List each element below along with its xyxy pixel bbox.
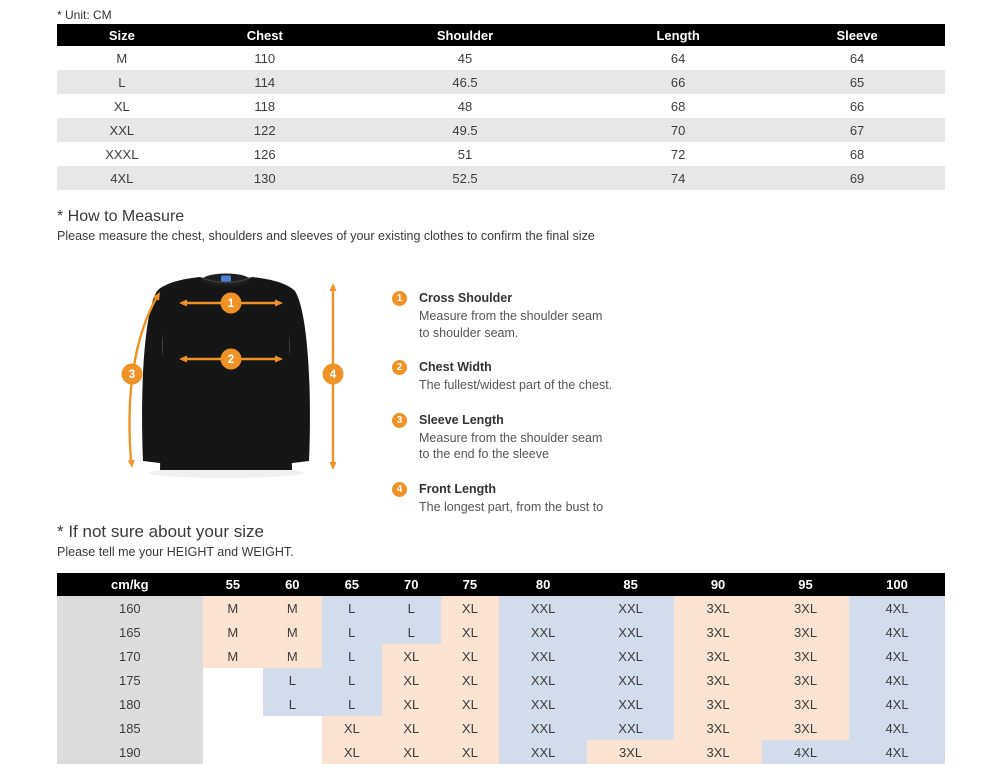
recommended-size-cell: XXL bbox=[499, 644, 587, 668]
measurement-cell: 66 bbox=[587, 70, 769, 94]
recommended-size-cell: XL bbox=[382, 692, 441, 716]
measurement-cell: 52.5 bbox=[343, 166, 587, 190]
size-label-cell: XL bbox=[113, 98, 130, 114]
recommended-size-cell: M bbox=[263, 596, 322, 620]
recommended-size-cell: 3XL bbox=[762, 620, 849, 644]
fit-table-corner-header: cm/kg bbox=[57, 573, 203, 596]
size-table-row bbox=[57, 166, 945, 190]
empty-cell bbox=[263, 716, 322, 740]
recommended-size-cell: XL bbox=[441, 668, 500, 692]
recommended-size-cell: XXL bbox=[587, 644, 674, 668]
legend-item-description: Measure from the shoulder seam bbox=[419, 309, 603, 323]
recommended-size-cell: XXL bbox=[499, 596, 587, 620]
fit-table-weight-header: 95 bbox=[762, 573, 849, 596]
fit-table-weight-header: 75 bbox=[441, 573, 500, 596]
recommended-size-cell: XL bbox=[322, 740, 382, 764]
recommended-size-cell: 4XL bbox=[849, 692, 945, 716]
empty-cell bbox=[203, 692, 263, 716]
size-table-col-header: Length bbox=[587, 24, 769, 46]
measurement-cell: 51 bbox=[457, 146, 473, 162]
recommended-size-cell: 4XL bbox=[849, 596, 945, 620]
fit-table-weight-header: 80 bbox=[499, 573, 587, 596]
fit-table-row bbox=[57, 716, 945, 740]
height-cell: 185 bbox=[57, 716, 203, 740]
recommended-size-cell: 3XL bbox=[674, 668, 762, 692]
recommended-size-cell: XXL bbox=[587, 716, 674, 740]
recommended-size-cell: 4XL bbox=[849, 716, 945, 740]
measure-section-subtitle: Please measure the chest, shoulders and sleeves of your existing clothes to confirm the final size bbox=[57, 229, 595, 243]
recommended-size-cell: L bbox=[382, 596, 441, 620]
recommended-size-cell: XL bbox=[441, 644, 500, 668]
fit-table-weight-header: 70 bbox=[382, 573, 441, 596]
recommended-size-cell: 3XL bbox=[762, 692, 849, 716]
measurement-cell: 65 bbox=[769, 70, 945, 94]
size-table-row bbox=[57, 94, 945, 118]
recommended-size-cell: XL bbox=[441, 596, 500, 620]
size-table bbox=[57, 24, 945, 190]
measurement-cell: 126 bbox=[253, 146, 276, 162]
legend-number-badge: 3 bbox=[392, 413, 407, 428]
recommended-size-cell: XXL bbox=[499, 620, 587, 644]
fit-section-title: * If not sure about your size bbox=[57, 522, 264, 541]
recommended-size-cell: 4XL bbox=[849, 644, 945, 668]
fit-section-subtitle: Please tell me your HEIGHT and WEIGHT. bbox=[57, 545, 294, 559]
recommended-size-cell: 4XL bbox=[762, 740, 849, 764]
size-table-col-header: Sleeve bbox=[769, 24, 945, 46]
height-cell: 175 bbox=[57, 668, 203, 692]
recommended-size-cell: XXL bbox=[587, 668, 674, 692]
fit-table-weight-header: 90 bbox=[674, 573, 762, 596]
unit-label: * Unit: CM bbox=[57, 8, 112, 22]
legend-number-badge: 4 bbox=[392, 482, 407, 497]
size-table-row bbox=[57, 142, 945, 166]
height-cell: 160 bbox=[57, 596, 203, 620]
size-table-col-header: Chest bbox=[187, 24, 343, 46]
legend-item-description: to shoulder seam. bbox=[419, 325, 519, 340]
recommended-size-cell: 3XL bbox=[762, 668, 849, 692]
fit-table-weight-header: 100 bbox=[849, 573, 945, 596]
marker-1 bbox=[221, 293, 242, 314]
fit-table-header bbox=[57, 573, 945, 596]
recommended-size-cell: XL bbox=[382, 668, 441, 692]
measurement-cell: 68 bbox=[849, 146, 865, 162]
size-label-cell: 4XL bbox=[57, 166, 187, 190]
recommended-size-cell: 3XL bbox=[674, 620, 762, 644]
recommended-size-cell: L bbox=[322, 668, 382, 692]
measurement-cell: 110 bbox=[254, 50, 276, 66]
empty-cell bbox=[203, 740, 263, 764]
fit-table-row bbox=[57, 596, 945, 620]
legend-item-description: The longest part, from the bust to bbox=[419, 499, 604, 514]
marker-4 bbox=[323, 364, 344, 385]
empty-cell bbox=[203, 716, 263, 740]
legend-item-description: to the end fo the sleeve bbox=[419, 447, 549, 461]
size-table-header bbox=[57, 24, 945, 46]
size-label-cell: M bbox=[116, 50, 128, 66]
recommended-size-cell: M bbox=[203, 596, 263, 620]
legend-item-title: Sleeve Length bbox=[419, 412, 504, 427]
recommended-size-cell: XXL bbox=[499, 716, 587, 740]
svg-text:1: 1 bbox=[227, 298, 235, 310]
legend-item-title: Front Length bbox=[419, 481, 497, 496]
legend-item-description: Measure from the shoulder seam bbox=[419, 430, 603, 445]
measurement-cell: 66 bbox=[849, 98, 865, 114]
fit-table-row bbox=[57, 692, 945, 716]
fit-table bbox=[57, 573, 945, 764]
recommended-size-cell: L bbox=[382, 620, 441, 644]
sweater-measurement-diagram bbox=[101, 246, 353, 482]
legend-item-title: Cross Shoulder bbox=[419, 291, 513, 305]
size-table-col-header: Shoulder bbox=[343, 24, 587, 46]
measure-section-title: * How to Measure bbox=[57, 208, 185, 225]
measurement-cell: 64 bbox=[670, 50, 686, 66]
empty-cell bbox=[203, 668, 263, 692]
measurement-cell: 68 bbox=[670, 98, 686, 114]
recommended-size-cell: XL bbox=[441, 716, 500, 740]
legend-number-badge: 1 bbox=[392, 291, 407, 306]
measurement-cell: 45 bbox=[457, 50, 473, 66]
measurement-cell: 67 bbox=[769, 118, 945, 142]
measurement-cell: 49.5 bbox=[343, 118, 587, 142]
recommended-size-cell: L bbox=[263, 668, 322, 692]
recommended-size-cell: XL bbox=[382, 740, 441, 764]
measurement-cell: 64 bbox=[849, 50, 865, 66]
height-cell: 165 bbox=[57, 620, 203, 644]
fit-table-row bbox=[57, 740, 945, 764]
recommended-size-cell: 3XL bbox=[674, 692, 762, 716]
height-cell: 180 bbox=[57, 692, 203, 716]
recommended-size-cell: 4XL bbox=[849, 740, 945, 764]
recommended-size-cell: L bbox=[322, 620, 382, 644]
measurement-cell: 72 bbox=[670, 146, 686, 162]
fit-table-weight-header: 65 bbox=[322, 573, 382, 596]
legend-number-badge: 2 bbox=[392, 360, 407, 375]
recommended-size-cell: 3XL bbox=[762, 716, 849, 740]
recommended-size-cell: XL bbox=[441, 740, 500, 764]
recommended-size-cell: 3XL bbox=[587, 740, 674, 764]
measurement-cell: 69 bbox=[769, 166, 945, 190]
measurement-cell: 114 bbox=[187, 70, 343, 94]
legend-item bbox=[392, 290, 722, 341]
svg-text:4: 4 bbox=[329, 369, 337, 381]
marker-3 bbox=[122, 364, 143, 385]
measure-diagram-area bbox=[57, 246, 945, 514]
recommended-size-cell: 4XL bbox=[849, 620, 945, 644]
recommended-size-cell: M bbox=[263, 644, 322, 668]
recommended-size-cell: XL bbox=[441, 692, 500, 716]
size-label-cell: L bbox=[57, 70, 187, 94]
recommended-size-cell: M bbox=[263, 620, 322, 644]
recommended-size-cell: XXL bbox=[587, 692, 674, 716]
measurement-cell: 46.5 bbox=[343, 70, 587, 94]
recommended-size-cell: XL bbox=[322, 716, 382, 740]
fit-table-weight-header: 60 bbox=[263, 573, 322, 596]
recommended-size-cell: XXL bbox=[587, 596, 674, 620]
recommended-size-cell: XXL bbox=[587, 620, 674, 644]
recommended-size-cell: M bbox=[203, 644, 263, 668]
fit-table-weight-header: 85 bbox=[587, 573, 674, 596]
size-label-cell: XXL bbox=[57, 118, 187, 142]
size-table-row bbox=[57, 70, 945, 94]
recommended-size-cell: 3XL bbox=[674, 716, 762, 740]
recommended-size-cell: 4XL bbox=[849, 668, 945, 692]
size-table-col-header: Size bbox=[57, 24, 187, 46]
recommended-size-cell: L bbox=[322, 644, 382, 668]
size-label-cell: XXXL bbox=[105, 146, 139, 162]
legend-item bbox=[392, 412, 722, 463]
measurement-cell: 118 bbox=[254, 98, 276, 114]
recommended-size-cell: 3XL bbox=[674, 740, 762, 764]
measurement-cell: 122 bbox=[187, 118, 343, 142]
recommended-size-cell: XXL bbox=[499, 668, 587, 692]
legend-item bbox=[392, 359, 722, 394]
empty-cell bbox=[263, 740, 322, 764]
fit-table-row bbox=[57, 668, 945, 692]
recommended-size-cell: 3XL bbox=[674, 596, 762, 620]
legend-item-description: The fullest/widest part of the chest. bbox=[419, 378, 613, 392]
fit-table-row bbox=[57, 620, 945, 644]
size-table-row bbox=[57, 118, 945, 142]
recommended-size-cell: 3XL bbox=[674, 644, 762, 668]
measurement-cell: 48 bbox=[457, 98, 473, 114]
fit-table-weight-header: 55 bbox=[203, 573, 263, 596]
legend-item bbox=[392, 481, 722, 516]
recommended-size-cell: M bbox=[203, 620, 263, 644]
legend-item-title: Chest Width bbox=[419, 360, 492, 374]
recommended-size-cell: XXL bbox=[499, 740, 587, 764]
recommended-size-cell: XXL bbox=[499, 692, 587, 716]
svg-text:2: 2 bbox=[227, 354, 235, 366]
marker-2 bbox=[221, 349, 242, 370]
recommended-size-cell: L bbox=[322, 692, 382, 716]
height-cell: 190 bbox=[57, 740, 203, 764]
recommended-size-cell: L bbox=[263, 692, 322, 716]
measurement-cell: 70 bbox=[587, 118, 769, 142]
recommended-size-cell: XL bbox=[441, 620, 500, 644]
fit-table-row bbox=[57, 644, 945, 668]
recommended-size-cell: XL bbox=[382, 644, 441, 668]
size-table-row bbox=[57, 46, 945, 70]
recommended-size-cell: L bbox=[322, 596, 382, 620]
recommended-size-cell: XL bbox=[382, 716, 441, 740]
recommended-size-cell: 3XL bbox=[762, 596, 849, 620]
svg-text:3: 3 bbox=[128, 369, 136, 381]
recommended-size-cell: 3XL bbox=[762, 644, 849, 668]
height-cell: 170 bbox=[57, 644, 203, 668]
measurement-cell: 130 bbox=[187, 166, 343, 190]
measurement-cell: 74 bbox=[587, 166, 769, 190]
measure-legend bbox=[392, 290, 722, 533]
